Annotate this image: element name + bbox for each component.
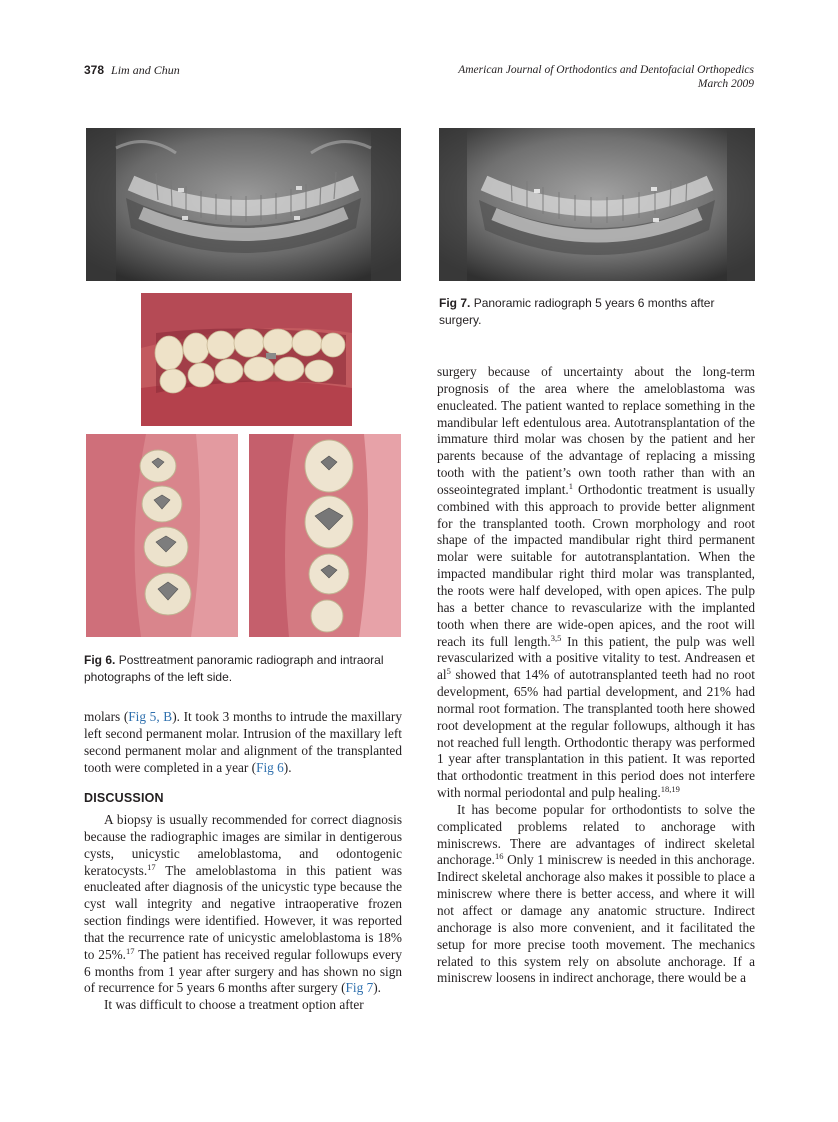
journal-title: American Journal of Orthodontics and Dentofacial Orthopedics — [458, 64, 754, 76]
text-run: ). — [283, 759, 292, 775]
right-paragraph-1 — [437, 364, 755, 802]
fig6-occlusal-photo-mandibular — [249, 434, 401, 637]
left-column-continued — [84, 709, 402, 776]
text-run: The patient has received regular followups every 6 months from 1 year after surgery and has shown no sign of recurrence for 5 years 6 months after surgery ( — [84, 946, 402, 996]
fig7-caption — [439, 295, 755, 329]
page-number: 378 — [84, 63, 105, 77]
text-run: ). — [373, 980, 382, 996]
citation-superscript: 17 — [126, 945, 135, 956]
fig7-panoramic-radiograph — [439, 128, 755, 281]
citation-superscript: 5 — [446, 666, 451, 677]
continued-paragraph — [84, 709, 402, 776]
issue-date: March 2009 — [697, 78, 754, 90]
fig6-label: Fig 6. — [84, 653, 116, 667]
text-run: Orthodontic treatment is usually combined with this approach to provide better alignment for the transplanted tooth. Crown morphology and root shape of the impacted mandibular right third permanent molar were suitable for autotransplantation. When the impacted mandibular right third molar was transplanted, the roots were half developed, with open apices. The pulp has a better chance to revascularize with the implanted tooth when there are wide-open apices, and the root will reach its full length. — [437, 481, 756, 649]
right-column — [437, 364, 755, 987]
text-run: The ameloblastoma in this patient was enucleated after diagnosis of the unicystic type because the cyst wall integrity and negative intraoperative frozen section findings were identified. However, it was reported that the recurrence rate of unicystic ameloblastoma is 18% to 25%. — [84, 862, 402, 962]
fig6-caption — [84, 652, 402, 686]
text-run: surgery because of uncertainty about the long-term prognosis of the area where the ameloblastoma was enucleated. The patient wanted to replace something in the mandibular left edentulous area. Autotransplantation of the immature third molar was chosen by the patient and her parents because of the advantage of replacing a missing tooth with the patient’s own tooth rather than with an osseointegrated implant. — [437, 364, 755, 497]
section-heading-discussion: DISCUSSION — [84, 791, 164, 805]
text-run: showed that 14% of autotransplanted teeth had no root development, 65% had partial development, and 21% had normal root formation. The transplanted tooth here showed root development at the regular followups, although it has not reached full length. Orthodontic therapy was performed 1 year after transplantation in this patient. It was reported that orthodontic treatment in this period does not interfere with normal periodontal and pulp healing. — [437, 667, 755, 801]
text-run: It has become popular for orthodontists to solve the complicated problems related to anchorage with miniscrews. There are advantages of indirect skeletal anchorage. — [437, 801, 755, 868]
text-run: Only 1 miniscrew is needed in this anchorage. Indirect skeletal anchorage also makes it possible to place a miniscrew where there is better access, and where it will not affect or damage any anatomic structure. Indirect anchorage is also more convenient, and it facilitated the setup for more precise tooth movement. The mechanics related to this system rely on absolute anchorage. If a miniscrew loosens in indirect anchorage, there would be a — [437, 852, 755, 986]
fig6-link[interactable]: Fig 6 — [256, 759, 284, 775]
fig6-lateral-intraoral-photo — [141, 293, 352, 426]
running-authors: Lim and Chun — [111, 63, 180, 77]
text-run: molars ( — [84, 709, 129, 724]
left-column-discussion — [84, 812, 402, 1014]
fig7-label: Fig 7. — [439, 296, 471, 310]
text-run: In this patient, the pulp was well revascularized with a positive vitality to test. Andreasen et al — [437, 633, 755, 683]
fig5b-link[interactable]: Fig 5, B — [128, 709, 173, 724]
running-header-left — [84, 63, 180, 78]
fig6-caption-text: Posttreatment panoramic radiograph and intraoral photographs of the left side. — [84, 653, 384, 684]
citation-superscript: 1 — [568, 480, 573, 491]
fig7-caption-text: Panoramic radiograph 5 years 6 months after surgery. — [439, 296, 715, 327]
citation-superscript: 3,5 — [550, 632, 562, 643]
fig6-occlusal-photo-maxillary — [86, 434, 238, 637]
citation-superscript: 16 — [494, 851, 504, 862]
citation-superscript: 17 — [147, 861, 156, 872]
text-run: A biopsy is usually recommended for correct diagnosis because the radiographic images are similar in dentigerous cysts, unicystic ameloblastoma, and odontogenic keratocysts. — [84, 812, 402, 878]
fig6-panoramic-radiograph — [86, 128, 401, 281]
right-paragraph-2 — [437, 802, 755, 987]
fig7-link[interactable]: Fig 7 — [345, 980, 374, 996]
text-run: ). It took 3 months to intrude the maxillary left second permanent molar. Intrusion of the maxillary left second permanent molar and alignment of the transplanted tooth were completed in a year ( — [84, 709, 402, 775]
discussion-paragraph-2: It was difficult to choose a treatment option after — [104, 997, 364, 1013]
running-header-right — [458, 63, 754, 91]
citation-superscript: 18,19 — [660, 784, 680, 795]
discussion-paragraph-1 — [84, 812, 402, 997]
